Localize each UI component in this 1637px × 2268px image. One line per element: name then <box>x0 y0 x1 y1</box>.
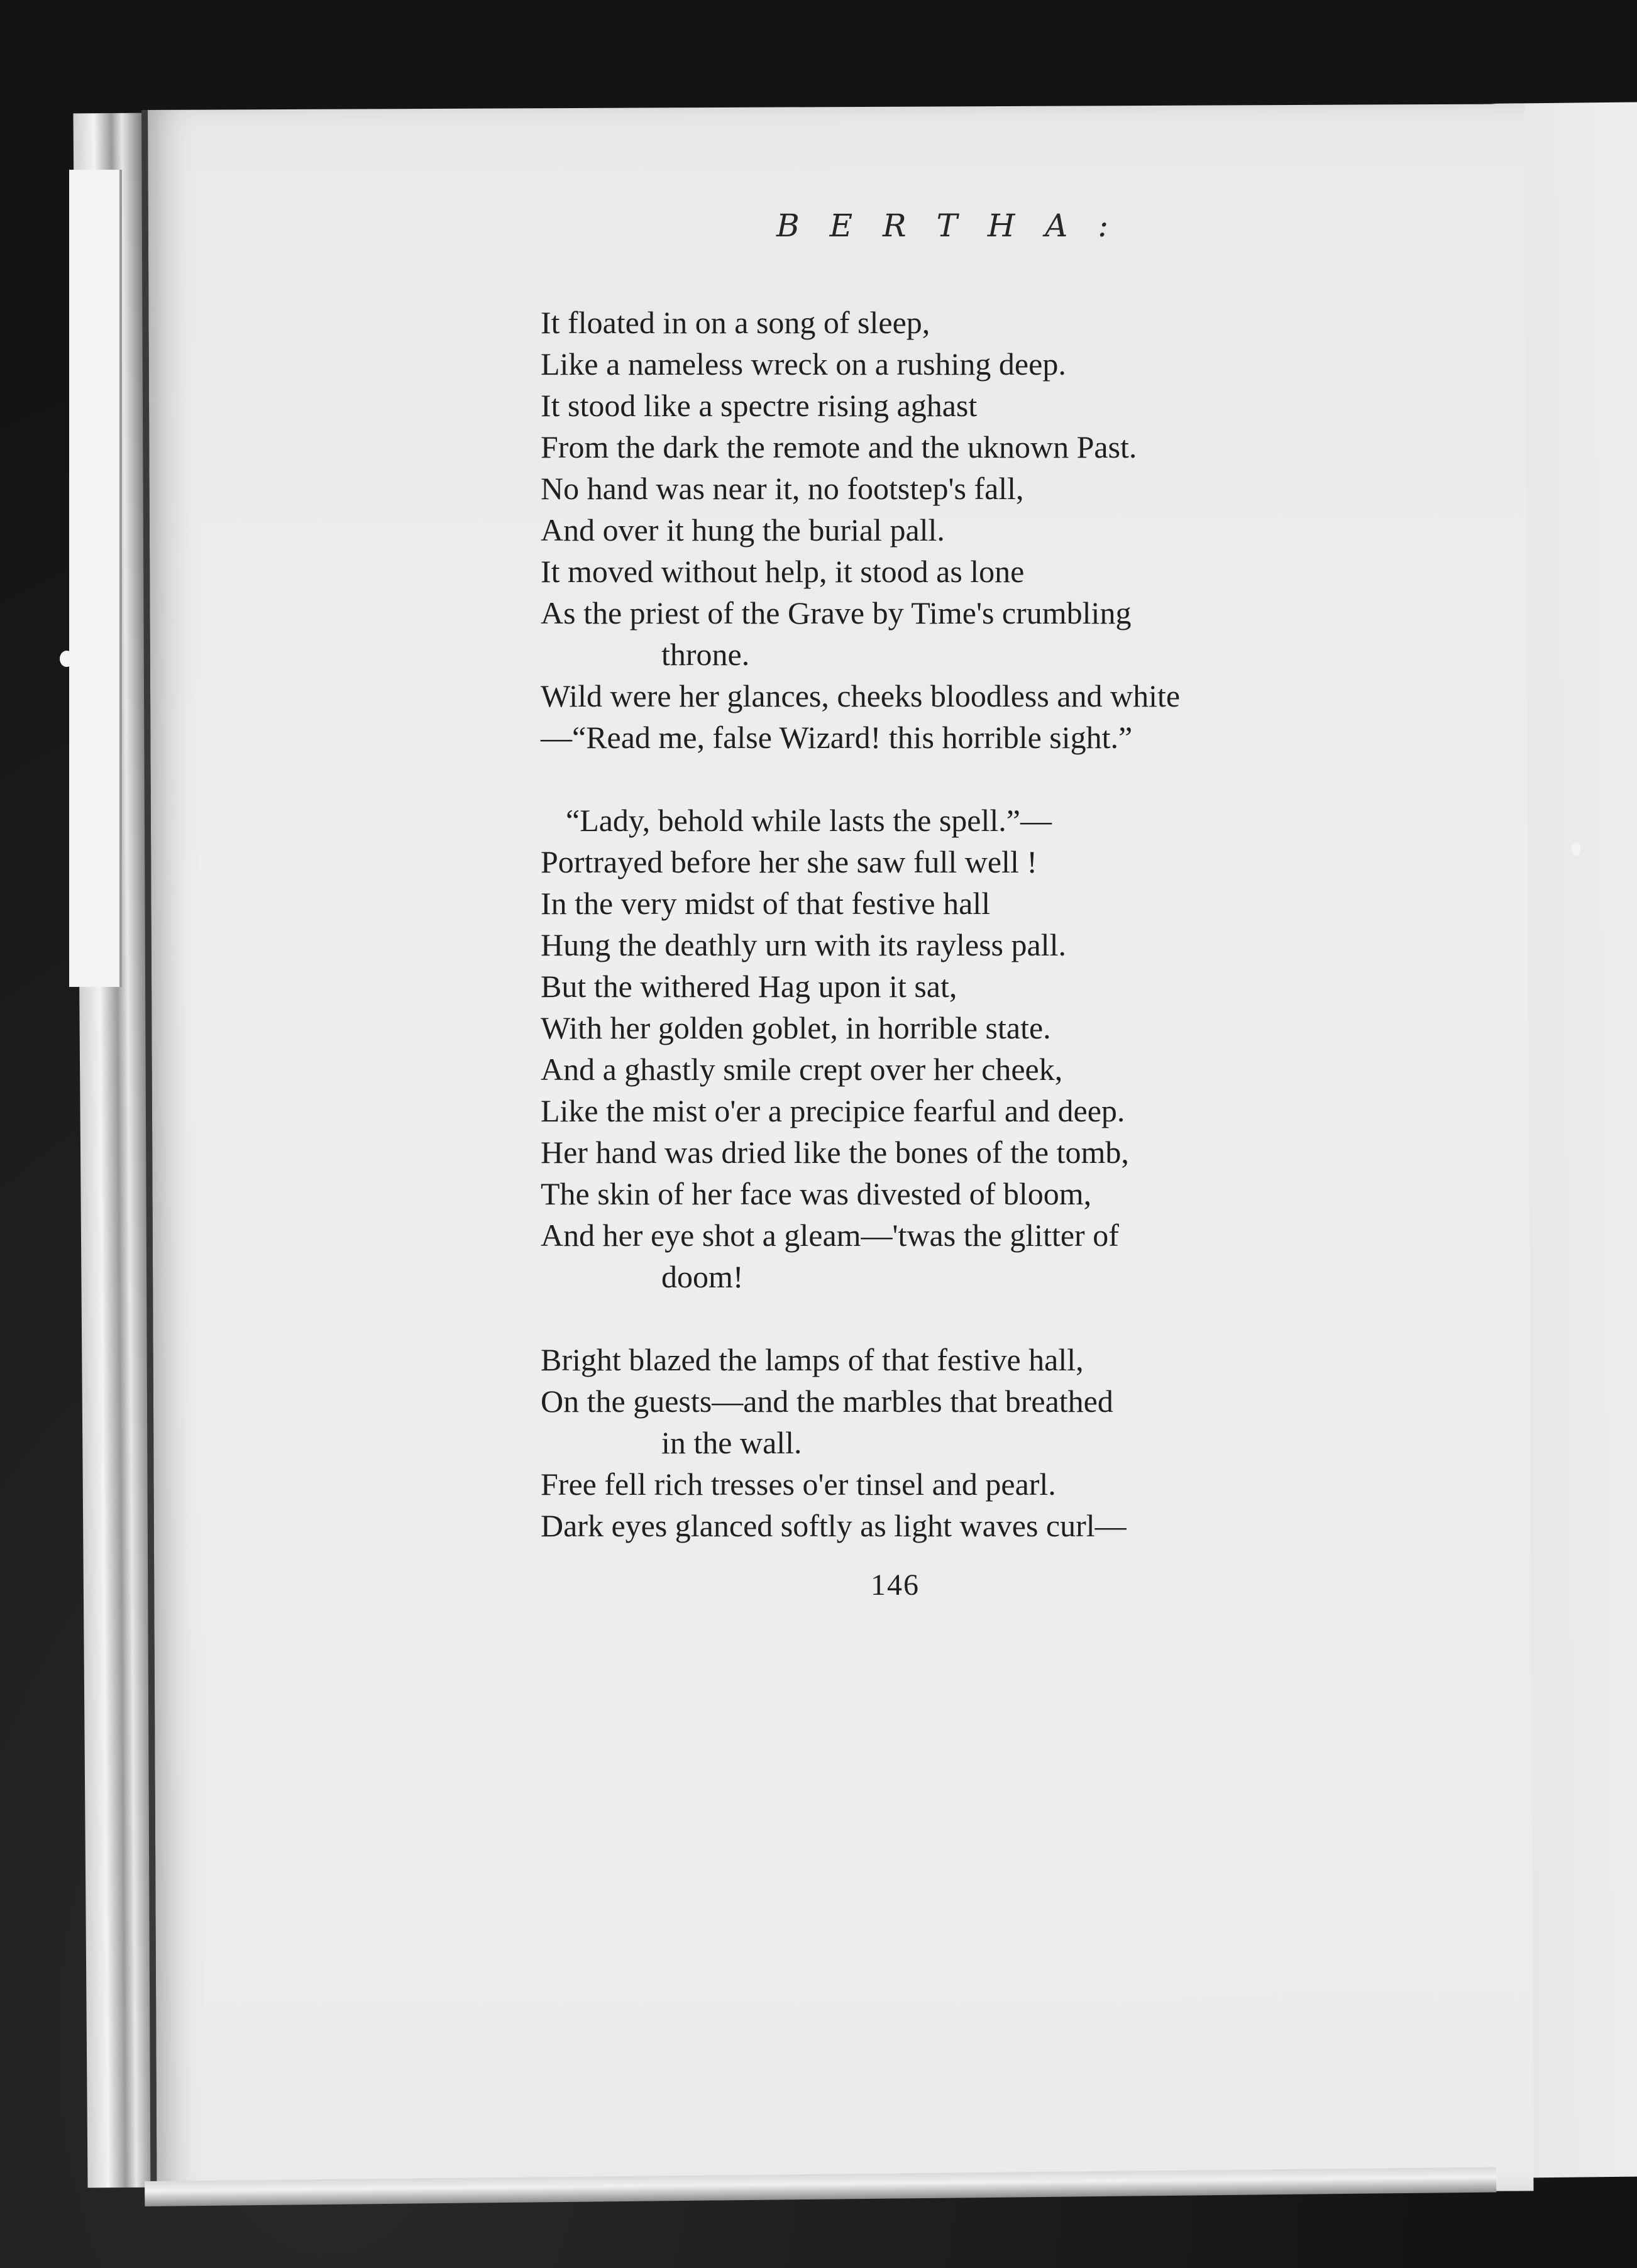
poem-line: It moved without help, it stood as lone <box>541 554 1025 589</box>
poem-line: But the withered Hag upon it sat, <box>541 969 957 1004</box>
poem-line: It floated in on a song of sleep, <box>541 305 930 340</box>
poem-line: No hand was near it, no footstep's fall, <box>541 471 1024 506</box>
poem-line: Like the mist o'er a precipice fearful and deep. <box>541 1093 1125 1128</box>
poem-line: Like a nameless wreck on a rushing deep. <box>541 346 1066 382</box>
poem-line: As the priest of the Grave by Time's crumbling <box>541 595 1132 630</box>
poem-line: Portrayed before her she saw full well ! <box>541 844 1037 879</box>
poem-line: It stood like a spectre rising aghast <box>541 388 978 423</box>
poem-line: “Lady, behold while lasts the spell.”— <box>566 803 1052 838</box>
poem-line: Bright blazed the lamps of that festive hall, <box>541 1342 1084 1377</box>
poem-line: The skin of her face was divested of bloom, <box>541 1176 1092 1211</box>
running-head: B E R T H A : <box>776 207 1119 244</box>
poem-line: Hung the deathly urn with its rayless pall. <box>541 927 1066 962</box>
poem-line: And her eye shot a gleam—'twas the glitter of <box>541 1218 1119 1253</box>
poem-line: In the very midst of that festive hall <box>541 886 991 921</box>
stanza <box>541 1339 1358 1546</box>
stanza <box>541 302 1358 758</box>
scan-speck <box>1572 842 1580 856</box>
poem-line: Her hand was dried like the bones of the tomb, <box>541 1135 1129 1170</box>
poem-line: With her golden goblet, in horrible state. <box>541 1010 1051 1045</box>
stanza <box>541 800 1358 1297</box>
poem-line: doom! <box>661 1259 744 1294</box>
poem-line: Free fell rich tresses o'er tinsel and pearl. <box>541 1467 1056 1502</box>
poem-line: Wild were her glances, cheeks bloodless and white <box>541 678 1181 713</box>
poem-line: Dark eyes glanced softly as light waves curl— <box>541 1508 1127 1543</box>
poem-line: And over it hung the burial pall. <box>541 512 945 548</box>
poem-line: On the guests—and the marbles that breathed <box>541 1384 1113 1419</box>
scan-speck <box>60 651 74 667</box>
poem-line: in the wall. <box>661 1425 802 1460</box>
flyleaf-strip <box>69 170 122 987</box>
poem-line: From the dark the remote and the uknown Past. <box>541 429 1137 465</box>
poem-line: throne. <box>661 637 750 672</box>
poem-line: —“Read me, false Wizard! this horrible sight.” <box>541 720 1133 755</box>
poem-line: And a ghastly smile crept over her cheek, <box>541 1052 1063 1087</box>
page-number: 146 <box>871 1568 920 1602</box>
poem-text <box>541 302 1358 1588</box>
